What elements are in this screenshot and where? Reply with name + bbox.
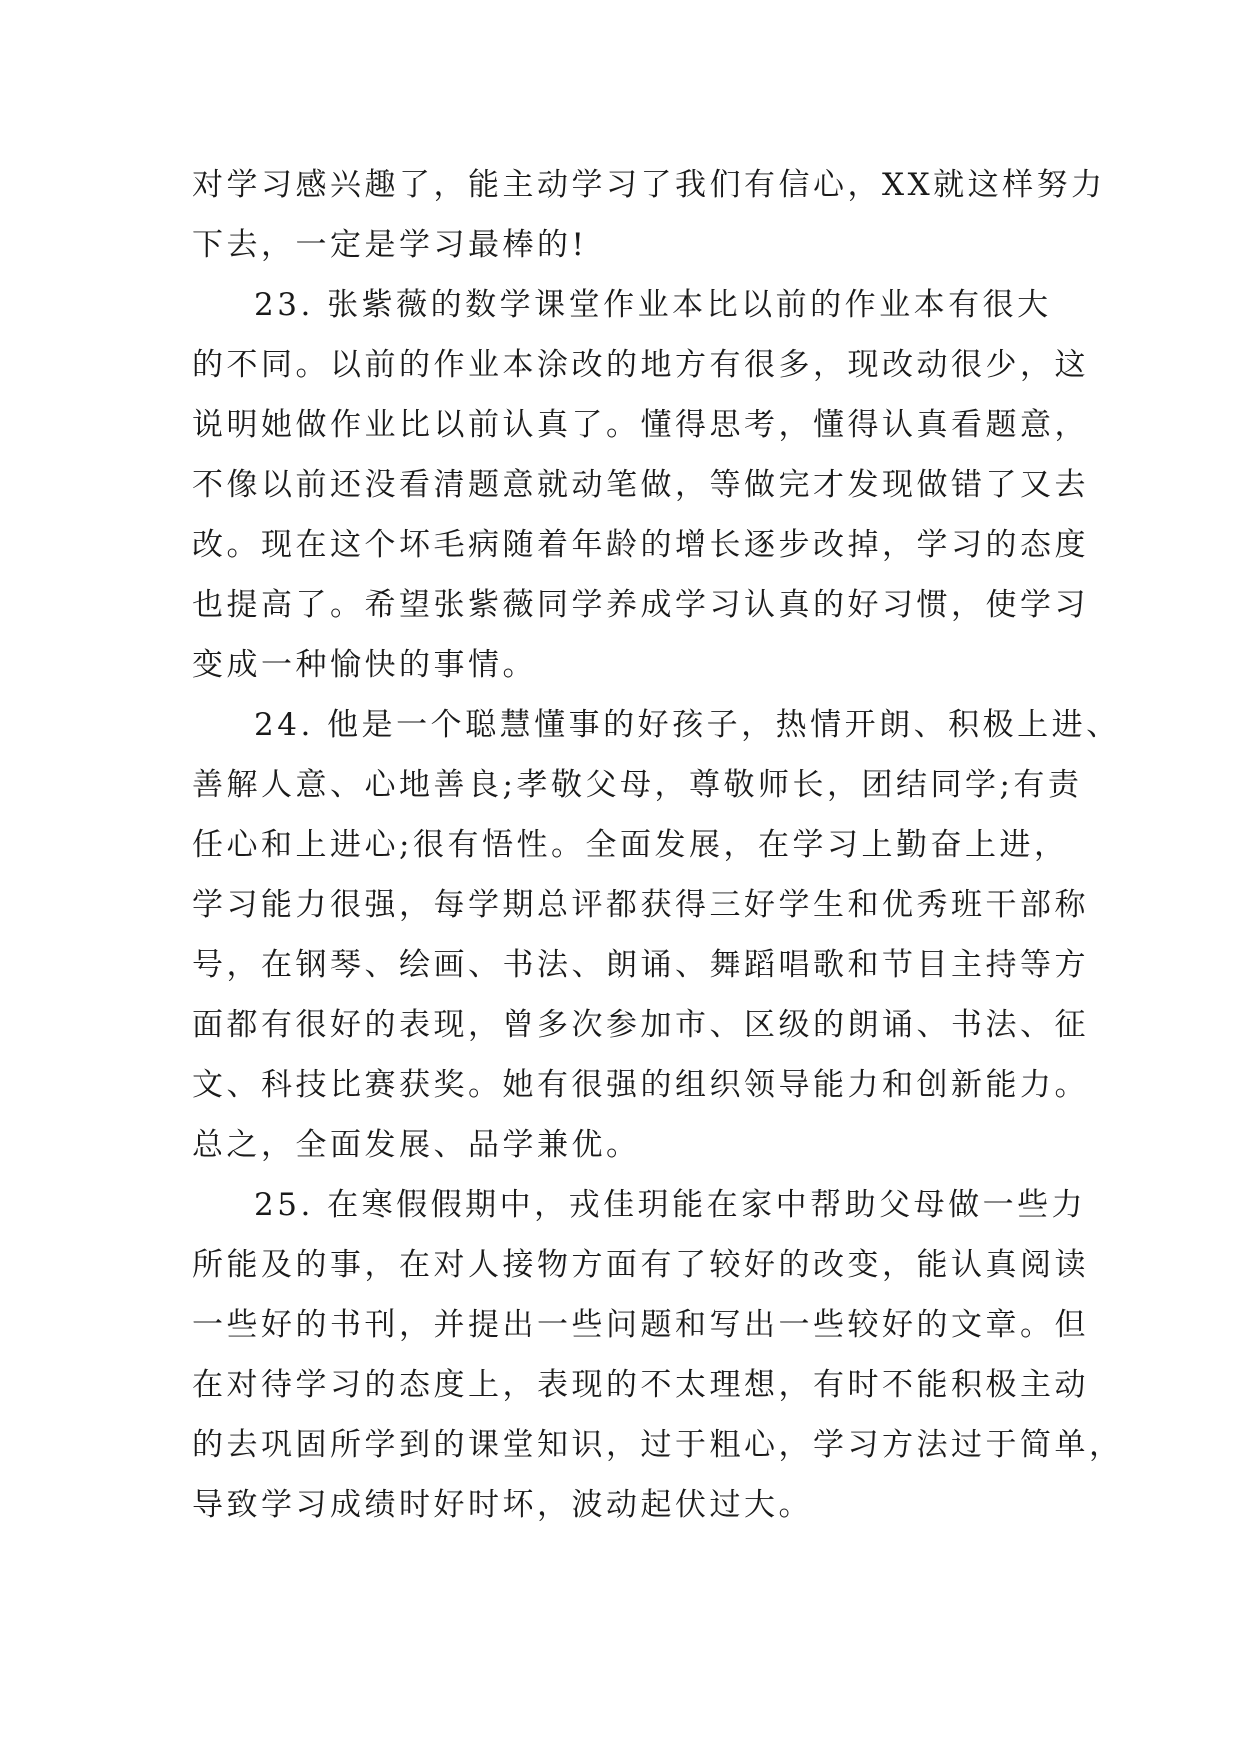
text-line: 改。现在这个坏毛病随着年龄的增长逐步改掉，学习的态度	[192, 527, 1089, 563]
text-line: 所能及的事，在对人接物方面有了较好的改变，能认真阅读	[192, 1247, 1089, 1283]
text-line: 23. 张紫薇的数学课堂作业本比以前的作业本有很大	[254, 287, 1052, 323]
text-line: 25. 在寒假假期中，戎佳玥能在家中帮助父母做一些力	[254, 1187, 1087, 1223]
document-page	[192, 155, 1124, 1535]
text-line: 学习能力很强，每学期总评都获得三好学生和优秀班干部称	[192, 887, 1089, 923]
text-line: 文、科技比赛获奖。她有很强的组织领导能力和创新能力。	[192, 1067, 1089, 1103]
text-line: 也提高了。希望张紫薇同学养成学习认真的好习惯，使学习	[192, 587, 1089, 623]
text-line: 24. 他是一个聪慧懂事的好孩子，热情开朗、积极上进、	[254, 707, 1121, 743]
text-line: 在对待学习的态度上，表现的不太理想，有时不能积极主动	[192, 1367, 1089, 1403]
text-line: 总之，全面发展、品学兼优。	[192, 1127, 641, 1163]
paragraph-continuation	[192, 155, 1106, 275]
text-line: 下去，一定是学习最棒的!	[192, 227, 588, 263]
paragraph-item-25	[192, 1175, 1124, 1535]
text-line: 任心和上进心;很有悟性。全面发展，在学习上勤奋上进，	[192, 827, 1069, 863]
text-line: 的不同。以前的作业本涂改的地方有很多，现改动很少，这	[192, 347, 1089, 383]
paragraph-item-24	[192, 695, 1121, 1175]
text-line: 不像以前还没看清题意就动笔做，等做完才发现做错了又去	[192, 467, 1089, 503]
text-line: 说明她做作业比以前认真了。懂得思考，懂得认真看题意，	[192, 407, 1089, 443]
text-line: 善解人意、心地善良;孝敬父母，尊敬师长，团结同学;有责	[192, 767, 1083, 803]
text-line: 的去巩固所学到的课堂知识，过于粗心，学习方法过于简单，	[192, 1427, 1124, 1463]
text-line: 面都有很好的表现，曾多次参加市、区级的朗诵、书法、征	[192, 1007, 1089, 1043]
text-line: 一些好的书刊，并提出一些问题和写出一些较好的文章。但	[192, 1307, 1089, 1343]
text-line: 号，在钢琴、绘画、书法、朗诵、舞蹈唱歌和节目主持等方	[192, 947, 1089, 983]
paragraph-item-23	[192, 275, 1089, 695]
text-line: 导致学习成绩时好时坏，波动起伏过大。	[192, 1487, 813, 1523]
text-line: 对学习感兴趣了，能主动学习了我们有信心，XX就这样努力	[192, 167, 1106, 203]
text-line: 变成一种愉快的事情。	[192, 647, 537, 683]
